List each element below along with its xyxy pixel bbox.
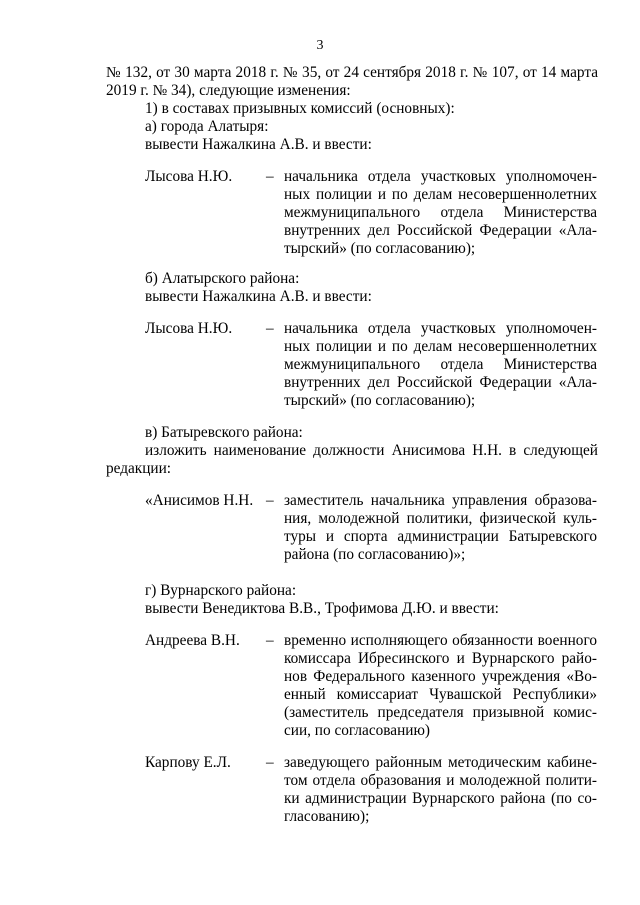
entry-name: Карпову Е.Л. <box>145 754 231 771</box>
entry-name: Лысова Н.Ю. <box>145 320 233 337</box>
entry-name: Лысова Н.Ю. <box>145 168 233 185</box>
entry-description <box>284 754 597 826</box>
entry-line: ки администрации Вурнарского района (по со- <box>284 790 597 807</box>
section-b-title: б) Алатырского района: <box>145 270 300 287</box>
section-a-instruction: вывести Нажалкина А.В. и ввести: <box>145 136 372 153</box>
entry-line: тырский» (по согласованию); <box>284 240 476 257</box>
section-v-instruction: изложить наименование должности Анисимова Н.Н. в следующей <box>145 442 598 459</box>
entry-dash: – <box>266 632 274 649</box>
entry-line: (заместитель председателя призывной комис- <box>284 704 597 721</box>
section-b-instruction: вывести Нажалкина А.В. и ввести: <box>145 288 372 305</box>
intro-line-1: № 132, от 30 марта 2018 г. № 35, от 24 сентября 2018 г. № 107, от 14 марта <box>106 64 598 81</box>
entry-line: временно исполняющего обязанности военного <box>284 632 597 649</box>
entry-description <box>284 168 597 258</box>
entry-line: внутренних дел Российской Федерации «Ала- <box>284 374 597 391</box>
entry-line: тырский» (по согласованию); <box>284 392 476 409</box>
section-v-instruction-cont: редакции: <box>106 460 172 477</box>
entry-dash: – <box>266 320 274 337</box>
section-g-instruction: вывести Венедиктова В.В., Трофимова Д.Ю. и ввести: <box>145 600 499 617</box>
entry-line: внутренних дел Российской Федерации «Ала- <box>284 222 597 239</box>
entry-line: района (по согласованию)»; <box>284 546 466 563</box>
page-number: 3 <box>316 38 324 53</box>
item-1-heading: 1) в составах призывных комиссий (основных): <box>145 100 455 117</box>
entry-line: начальника отдела участковых уполномочен- <box>284 320 597 337</box>
entry-description <box>284 492 597 564</box>
entry-line: енный комиссариат Чувашской Республики» <box>284 686 597 703</box>
entry-description <box>284 320 597 410</box>
entry-line: комиссара Ибресинского и Вурнарского райо- <box>284 650 597 667</box>
entry-line: нов Федерального казенного учреждения «Во- <box>284 668 597 685</box>
entry-line: ных полиции и по делам несовершеннолетних <box>284 186 597 203</box>
entry-line: начальника отдела участковых уполномочен- <box>284 168 597 185</box>
section-v-title: в) Батыревского района: <box>145 424 303 441</box>
entry-line: том отдела образования и молодежной полити- <box>284 772 597 789</box>
intro-line-2: 2019 г. № 34), следующие изменения: <box>106 82 351 99</box>
entry-description <box>284 632 597 740</box>
section-g-title: г) Вурнарского района: <box>145 582 297 599</box>
entry-line: межмуниципального отдела Министерства <box>284 204 597 221</box>
entry-line: сии, по согласованию) <box>284 722 430 739</box>
entry-line: заместитель начальника управления образова- <box>284 492 597 509</box>
entry-line: ных полиции и по делам несовершеннолетних <box>284 338 597 355</box>
entry-name: Андреева В.Н. <box>145 632 240 649</box>
entry-line: ния, молодежной политики, физической куль- <box>284 510 597 527</box>
entry-line: гласованию); <box>284 808 370 825</box>
entry-line: туры и спорта администрации Батыревского <box>284 528 597 545</box>
entry-dash: – <box>266 754 274 771</box>
entry-line: межмуниципального отдела Министерства <box>284 356 597 373</box>
section-a-title: а) города Алатыря: <box>145 118 269 135</box>
entry-dash: – <box>266 492 274 509</box>
entry-name: «Анисимов Н.Н. <box>145 492 254 509</box>
entry-line: заведующего районным методическим кабине- <box>284 754 597 771</box>
entry-dash: – <box>266 168 274 185</box>
